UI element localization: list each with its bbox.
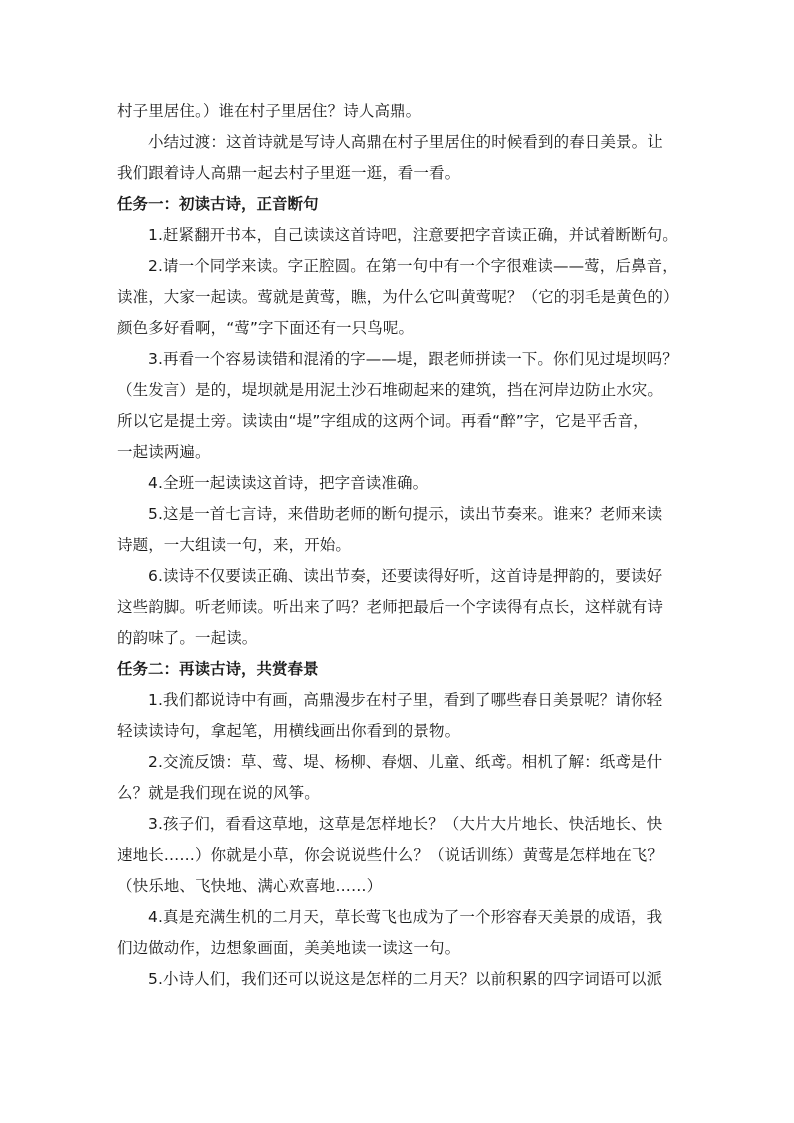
text-line: 1.赶紧翻开书本，自己读读这首诗吧，注意要把字音读正确，并试着断断句。 bbox=[148, 226, 678, 244]
text-line: 诗题，一大组读一句，来，开始。 bbox=[117, 536, 352, 554]
text-line: 村子里居住。）谁在村子里居住？诗人高鼎。 bbox=[117, 102, 422, 120]
section-heading-task-one: 任务一：初读古诗，正音断句 bbox=[117, 195, 319, 213]
document-page bbox=[117, 96, 679, 995]
text-line: 颜色多好看啊，“莺”字下面还有一只鸟呢。 bbox=[117, 319, 415, 337]
section-heading-task-two: 任务二：再读古诗，共赏春景 bbox=[117, 660, 319, 678]
text-line: 3.再看一个容易读错和混淆的字——堤，跟老师拼读一下。你们见过堤坝吗？ bbox=[148, 350, 678, 368]
text-line: 一起读两遍。 bbox=[117, 443, 211, 461]
text-line: 读准，大家一起读。莺就是黄莺，瞧，为什么它叫黄莺呢？（它的羽毛是黄色的） bbox=[117, 288, 679, 306]
text-line: 的韵味了。一起读。 bbox=[117, 629, 258, 647]
text-line: 所以它是提土旁。读读由“堤”字组成的这两个词。再看“醉”字，它是平舌音， bbox=[117, 412, 649, 430]
text-line: 这些韵脚。听老师读。听出来了吗？老师把最后一个字读得有点长，这样就有诗 bbox=[117, 598, 664, 616]
text-line: （生发言）是的，堤坝就是用泥土沙石堆砌起来的建筑，挡在河岸边防止水灾。 bbox=[117, 381, 664, 399]
text-line: 们边做动作，边想象画面，美美地读一读这一句。 bbox=[117, 939, 461, 957]
text-line: 我们跟着诗人高鼎一起去村子里逛一逛，看一看。 bbox=[117, 164, 461, 182]
text-line: 5.这是一首七言诗，来借助老师的断句提示，读出节奏来。谁来？老师来读 bbox=[148, 505, 663, 523]
text-line: 小结过渡：这首诗就是写诗人高鼎在村子里居住的时候看到的春日美景。让 bbox=[148, 133, 663, 151]
text-line: 3.孩子们，看看这草地，这草是怎样地长？（大片大片地长、快活地长、快 bbox=[148, 815, 663, 833]
text-line: 速地长……）你就是小草，你会说说些什么？（说话训练）黄莺是怎样地在飞？ bbox=[117, 846, 664, 864]
text-line: 么？就是我们现在说的风筝。 bbox=[117, 784, 320, 802]
text-line: 轻读读诗句，拿起笔，用横线画出你看到的景物。 bbox=[117, 722, 461, 740]
text-line: 5.小诗人们，我们还可以说这是怎样的二月天？以前积累的四字词语可以派 bbox=[148, 970, 663, 988]
text-line: （快乐地、飞快地、满心欢喜地……） bbox=[117, 877, 383, 895]
text-line: 6.读诗不仅要读正确、读出节奏，还要读得好听，这首诗是押韵的，要读好 bbox=[148, 567, 663, 585]
text-line: 1.我们都说诗中有画，高鼎漫步在村子里，看到了哪些春日美景呢？请你轻 bbox=[148, 691, 663, 709]
text-line: 4.真是充满生机的二月天，草长莺飞也成为了一个形容春天美景的成语，我 bbox=[148, 908, 663, 926]
text-line: 2.交流反馈：草、莺、堤、杨柳、春烟、儿童、纸鸢。相机了解：纸鸢是什 bbox=[148, 753, 663, 771]
text-line: 2.请一个同学来读。字正腔圆。在第一句中有一个字很难读——莺，后鼻音， bbox=[148, 257, 678, 275]
text-line: 4.全班一起读读这首诗，把字音读准确。 bbox=[148, 474, 429, 492]
